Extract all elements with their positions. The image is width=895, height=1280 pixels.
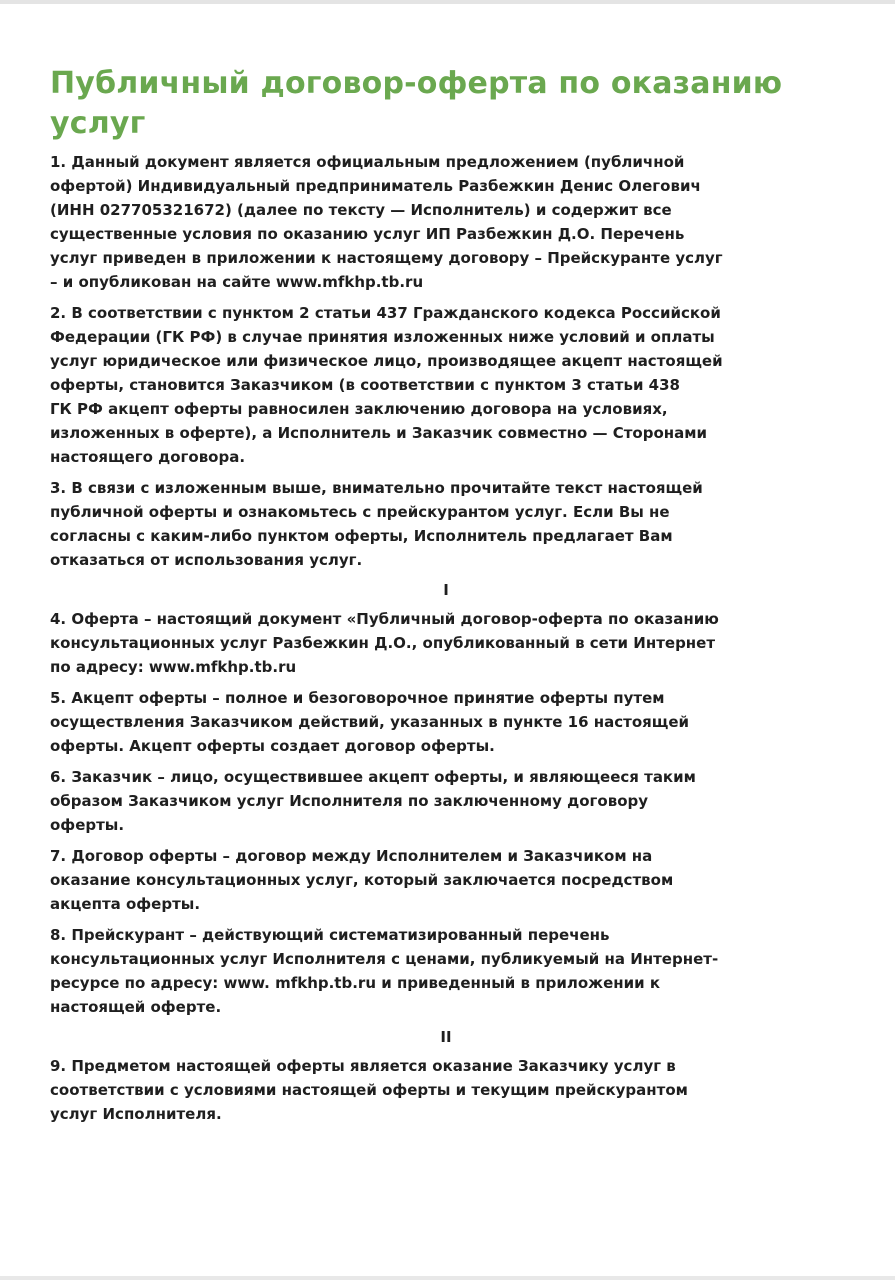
section-heading-1: I [443, 581, 449, 599]
paragraph-8: 8. Прейскурант – действующий систематизированный перечень консультационных услуг Исполнителя с ценами, публикуемый на Интернет- ресурсе по адресу: www. mfkhp.tb.ru и приведенный в приложении к настоящей оферте. [50, 926, 719, 1016]
paragraph-4: 4. Оферта – настоящий документ «Публичный договор-оферта по оказанию консультационных услуг Разбежкин Д.О., опубликованный в сети Интернет по адресу: www.mfkhp.tb.ru [50, 610, 719, 676]
top-divider [0, 0, 895, 4]
document-body [50, 150, 842, 1133]
document-title: Публичный договор-оферта по оказанию услуг [50, 66, 783, 141]
paragraph-5: 5. Акцепт оферты – полное и безоговорочное принятие оферты путем осуществления Заказчиком действий, указанных в пункте 16 настоящей оферты. Акцепт оферты создает договор оферты. [50, 689, 690, 755]
section-heading-2: II [440, 1028, 452, 1046]
paragraph-1: 1. Данный документ является официальным предложением (публичной офертой) Индивидуальный предприниматель Разбежкин Денис Олегович (ИНН 027705321672) (далее по тексту — Исполнитель) и содержит все существенные условия по оказанию услуг ИП Разбежкин Д.О. Перечень услуг приведен в приложении к настоящему договору – Прейскуранте услуг – и опубликован на сайте www.mfkhp.tb.ru [50, 153, 723, 291]
paragraph-3: 3. В связи с изложенным выше, внимательно прочитайте текст настоящей публичной оферты и ознакомьтесь с прейскурантом услуг. Если Вы не согласны с каким-либо пунктом оферты, Исполнитель предлагает Вам отказаться от использования услуг. [50, 479, 703, 569]
paragraph-6: 6. Заказчик – лицо, осуществившее акцепт оферты, и являющееся таким образом Заказчиком услуг Исполнителя по заключенному договору оферты. [50, 768, 696, 834]
paragraph-7: 7. Договор оферты – договор между Исполнителем и Заказчиком на оказание консультационных услуг, который заключается посредством акцепта оферты. [50, 847, 674, 913]
paragraph-9: 9. Предметом настоящей оферты является оказание Заказчику услуг в соответствии с условиями настоящей оферты и текущим прейскурантом услуг Исполнителя. [50, 1057, 688, 1123]
bottom-divider [0, 1276, 895, 1280]
paragraph-2: 2. В соответствии с пунктом 2 статьи 437 Гражданского кодекса Российской Федерации (ГК РФ) в случае принятия изложенных ниже условий и оплаты услуг юридическое или физическое лицо, производящее акцепт настоящей оферты, становится Заказчиком (в соответствии с пунктом 3 статьи 438 ГК РФ акцепт оферты равносилен заключению договора на условиях, изложенных в оферте), а Исполнитель и Заказчик совместно — Сторонами настоящего договора. [50, 304, 723, 466]
